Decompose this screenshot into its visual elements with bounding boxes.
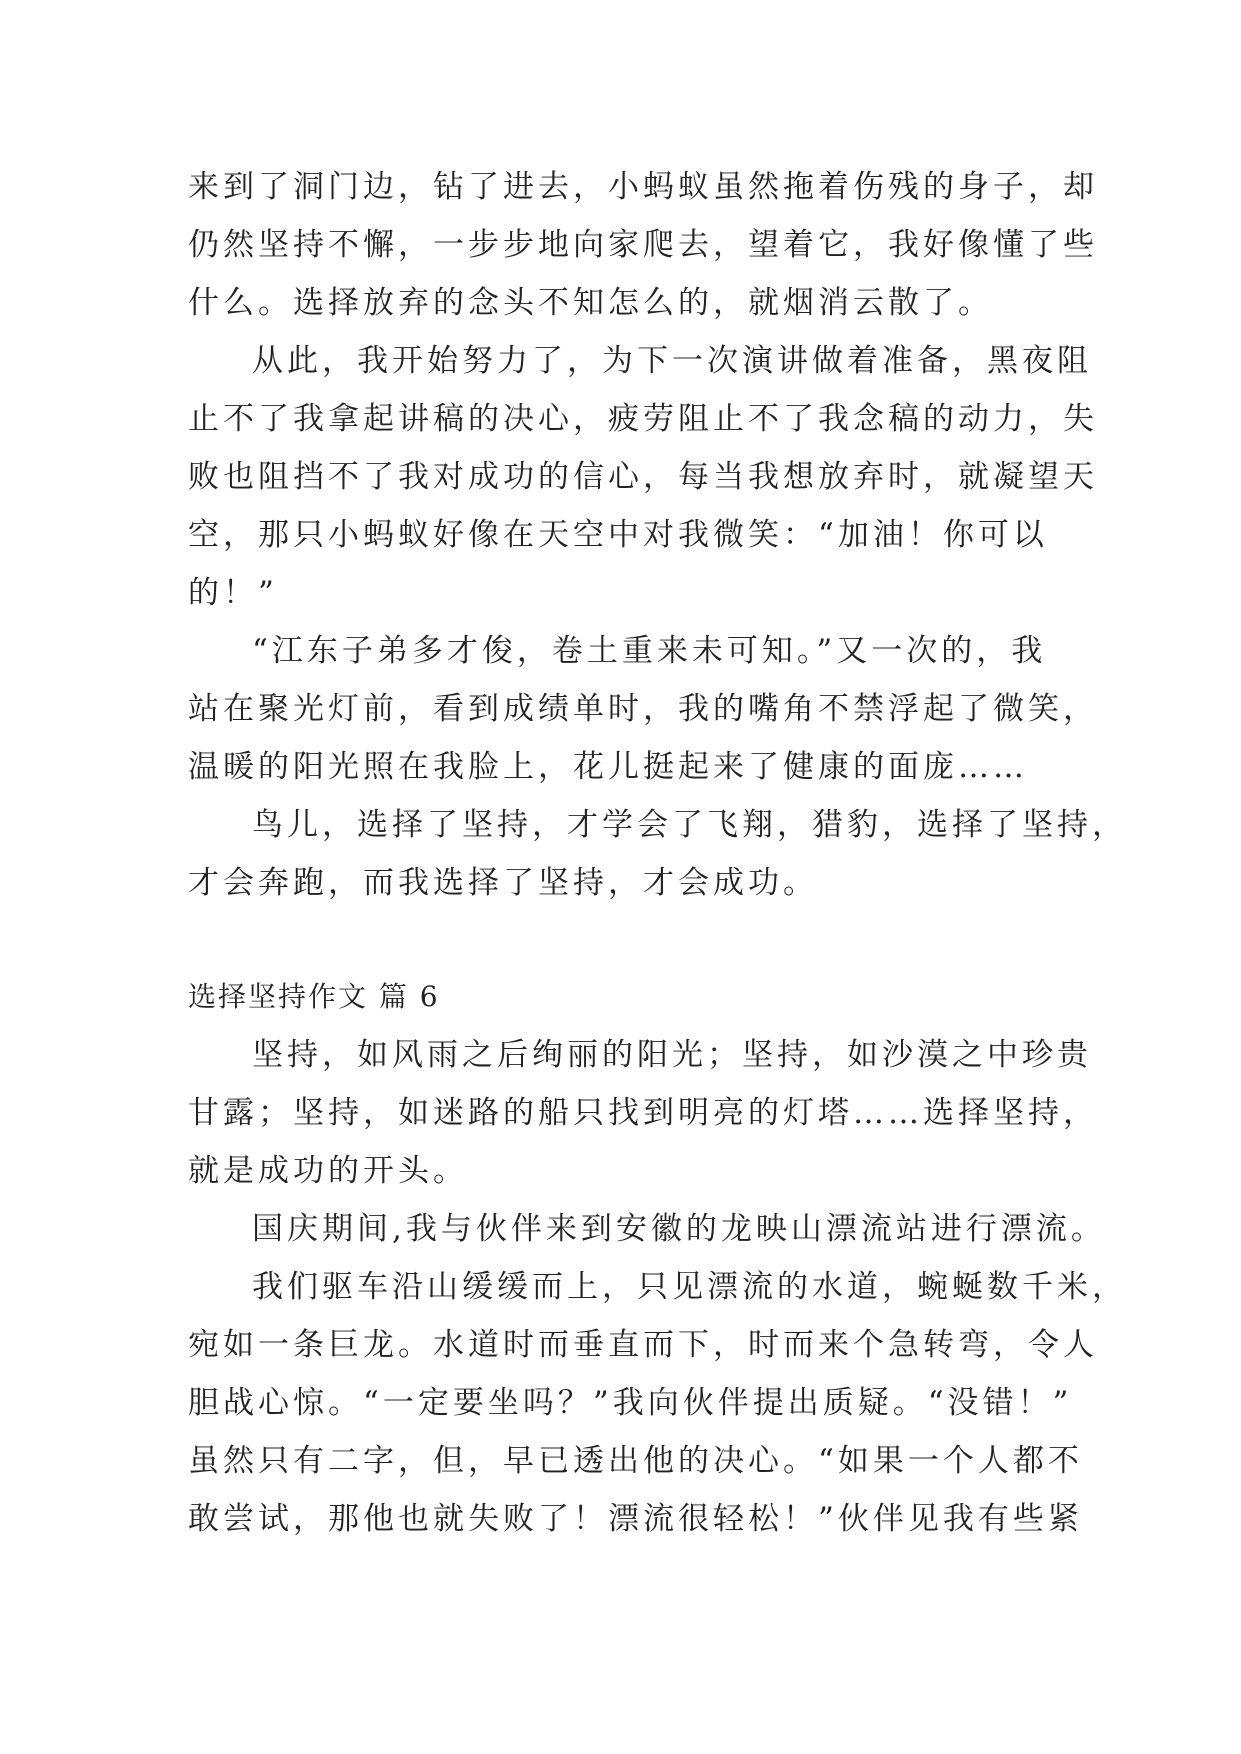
section-heading: 选择坚持作文 篇 6 [188,980,440,1013]
text-line: 来到了洞门边，钻了进去，小蚂蚁虽然拖着伤残的身子，却 [188,169,1098,205]
text-line: 宛如一条巨龙。水道时而垂直而下，时而来个急转弯，令人 [188,1327,1098,1363]
text-line: 仍然坚持不懈，一步步地向家爬去，望着它，我好像懂了些 [188,227,1098,263]
text-line: 的！” [188,575,278,611]
paragraph-first-line: 从此，我开始努力了，为下一次演讲做着准备，黑夜阻 [252,343,1092,379]
text-line: 败也阻挡不了我对成功的信心，每当我想放弃时，就凝望天 [188,459,1098,495]
section-spacer [188,912,1048,968]
text-line: 就是成功的开头。 [188,1153,468,1189]
paragraph-first-line: 国庆期间,我与伙伴来到安徽的龙映山漂流站进行漂流。 [252,1211,1106,1247]
paragraph-first-line: 坚持，如风雨之后绚丽的阳光；坚持，如沙漠之中珍贵 [252,1037,1092,1073]
text-line: 才会奔跑，而我选择了坚持，才会成功。 [188,865,818,901]
text-line: 什么。选择放弃的念头不知怎么的，就烟消云散了。 [188,285,993,321]
paragraph-first-line: 我们驱车沿山缓缓而上，只见漂流的水道，蜿蜒数千米， [252,1269,1127,1305]
paragraph-first-line: 鸟儿，选择了坚持，才学会了飞翔，猎豹，选择了坚持， [252,807,1127,843]
document-body [188,158,1127,1548]
text-line: 站在聚光灯前，看到成绩单时，我的嘴角不禁浮起了微笑， [188,691,1098,727]
text-line: 胆战心惊。“一定要坐吗？”我向伙伴提出质疑。“没错！” [188,1385,1073,1421]
text-line: 止不了我拿起讲稿的决心，疲劳阻止不了我念稿的动力，失 [188,401,1098,437]
paragraph-first-line: “江东子弟多才俊，卷土重来未可知。”又一次的，我 [252,633,1047,669]
text-line: 敢尝试，那他也就失败了！漂流很轻松！”伙伴见我有些紧 [188,1501,1083,1537]
text-line: 甘露；坚持，如迷路的船只找到明亮的灯塔……选择坚持， [188,1095,1098,1131]
text-line: 空，那只小蚂蚁好像在天空中对我微笑：“加油！你可以 [188,517,1048,553]
text-line: 温暖的阳光照在我脸上，花儿挺起来了健康的面庞…… [188,749,1028,785]
text-line: 虽然只有二字，但，早已透出他的决心。“如果一个人都不 [188,1443,1083,1479]
